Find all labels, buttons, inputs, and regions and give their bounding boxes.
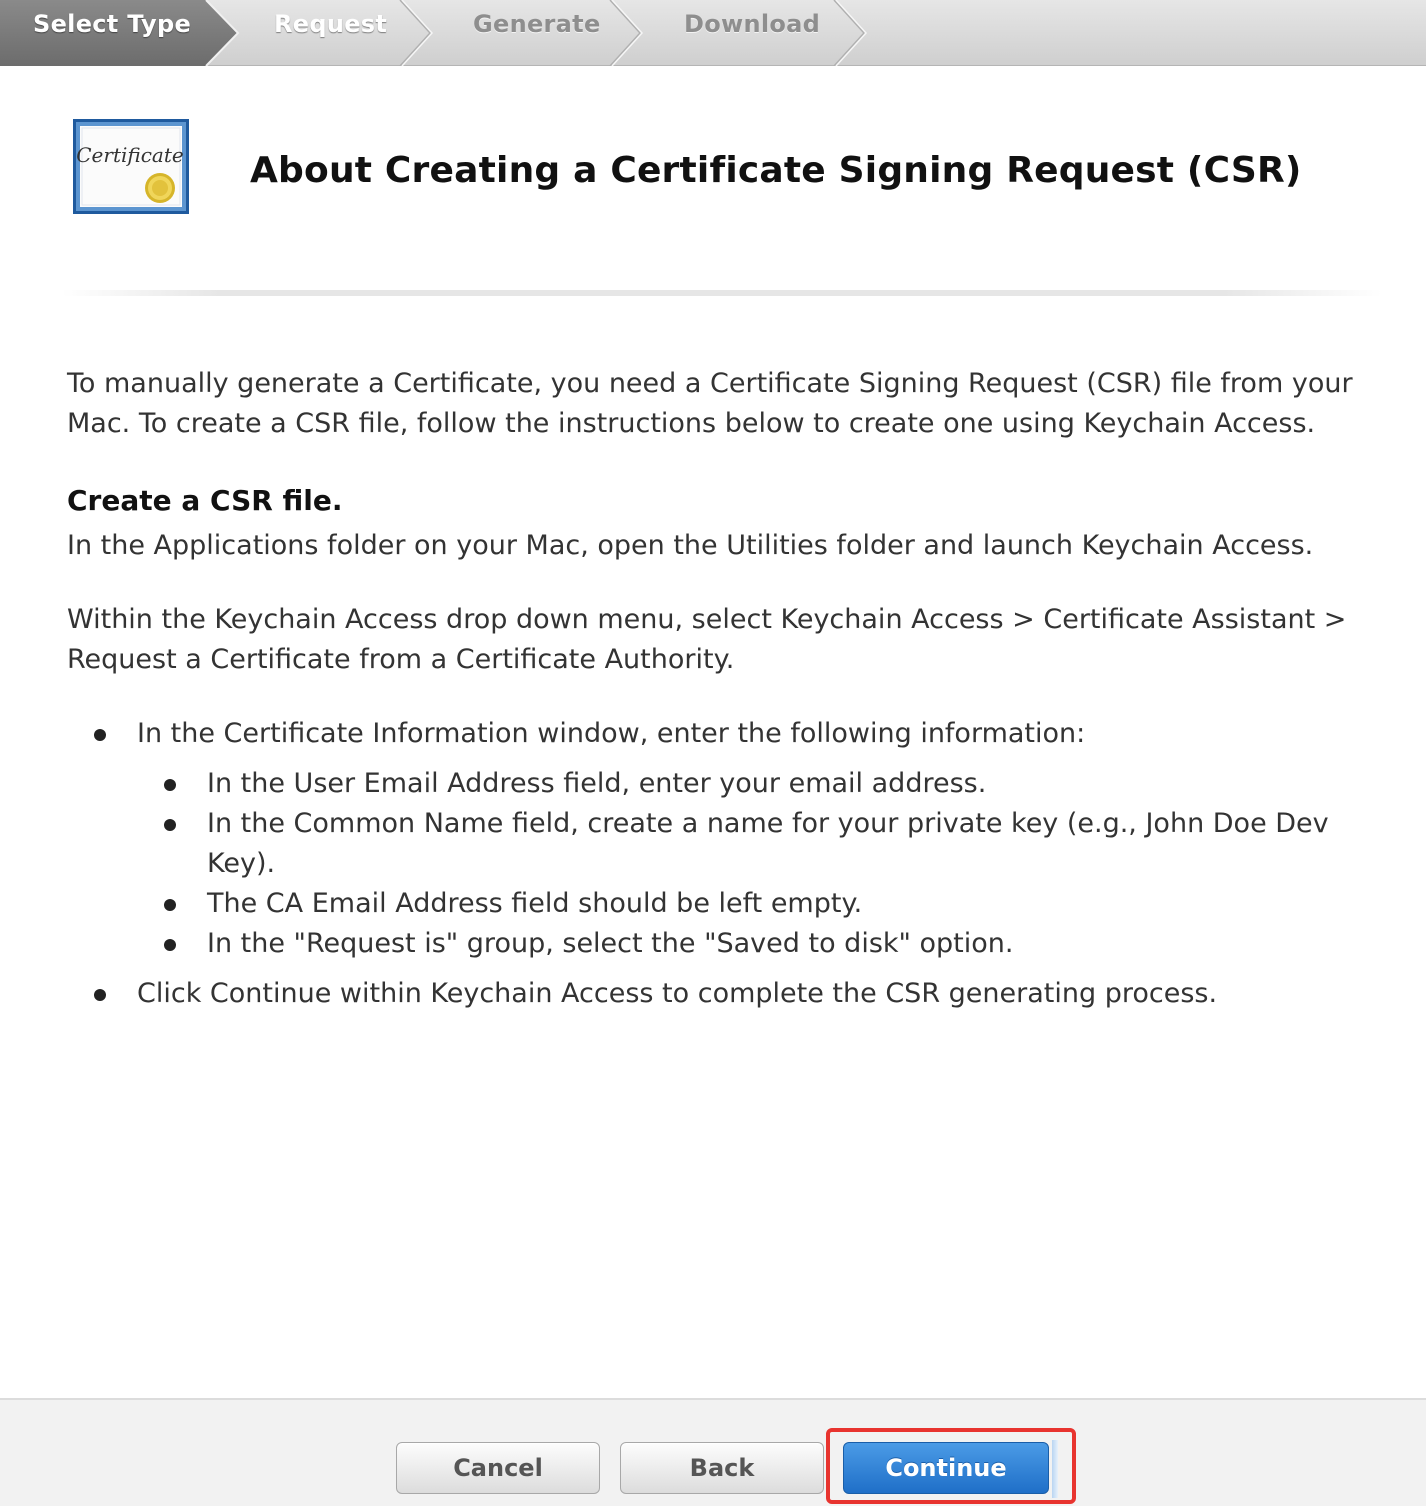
bullet-icon (164, 939, 176, 951)
cancel-button[interactable]: Cancel (396, 1442, 600, 1494)
step-request: Request (274, 10, 388, 38)
chevron-separator-icon (606, 0, 646, 66)
bullet-icon (164, 779, 176, 791)
list-item-text: In the "Request is" group, select the "Saved to disk" option. (207, 928, 1014, 959)
list-item (137, 764, 1337, 804)
chevron-separator-icon (830, 0, 870, 66)
footer-bar (0, 1398, 1426, 1506)
list-item (137, 924, 1337, 964)
page-title: About Creating a Certificate Signing Request (CSR) (250, 150, 1302, 191)
bullet-icon (164, 899, 176, 911)
certificate-icon (72, 118, 192, 216)
certificate-icon-text: Certificate (76, 143, 184, 167)
back-button[interactable]: Back (620, 1442, 824, 1494)
chevron-separator-icon (396, 0, 436, 66)
chevron-separator-icon (200, 0, 240, 66)
steps-bar (0, 0, 1426, 66)
divider (62, 290, 1382, 296)
list-item-text: Click Continue within Keychain Access to complete the CSR generating process. (137, 978, 1218, 1009)
bullet-icon (94, 729, 106, 741)
list-item-text: The CA Email Address field should be left empty. (207, 888, 863, 919)
bullet-list (67, 974, 1357, 1014)
step-download: Download (684, 10, 821, 38)
instruction-text: Within the Keychain Access drop down menu, select Keychain Access > Certificate Assistant > Request a Certificate from a Certificate Authority. (67, 604, 1347, 675)
list-item-text: In the Common Name field, create a name for your private key (e.g., John Doe Dev Key). (207, 808, 1329, 879)
list-item (137, 804, 1337, 884)
instruction-text: In the Applications folder on your Mac, open the Utilities folder and launch Keychain Access. (67, 530, 1314, 561)
list-item (67, 714, 1357, 754)
step-select-type: Select Type (33, 10, 192, 38)
step-generate: Generate (473, 10, 601, 38)
bullet-icon (164, 819, 176, 831)
list-item-text: In the User Email Address field, enter your email address. (207, 768, 987, 799)
section-heading: Create a CSR file. (67, 484, 343, 517)
list-item (67, 974, 1357, 1014)
highlight-box (826, 1428, 1076, 1504)
list-item (137, 884, 1337, 924)
intro-text: To manually generate a Certificate, you need a Certificate Signing Request (CSR) file from your Mac. To create a CSR file, follow the instructions below to create one using Keychain Access. (67, 368, 1353, 439)
bullet-list (67, 714, 1357, 754)
continue-button[interactable]: Continue (843, 1442, 1049, 1494)
bullet-icon (94, 989, 106, 1001)
sub-bullet-list (137, 764, 1337, 964)
list-item-text: In the Certificate Information window, enter the following information: (137, 718, 1086, 749)
